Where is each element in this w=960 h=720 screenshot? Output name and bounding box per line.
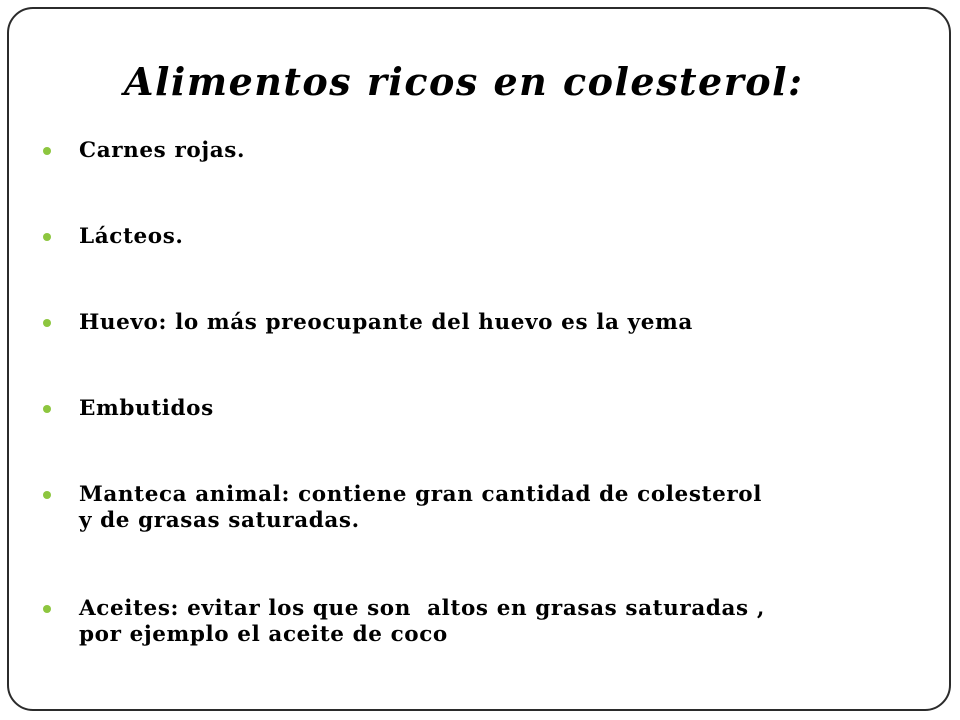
bullet-dot-icon	[43, 233, 51, 241]
list-item-text-continued: por ejemplo el aceite de coco	[79, 622, 448, 647]
slide-frame	[7, 7, 951, 711]
list-item-text: Lácteos.	[79, 224, 184, 249]
bullet-dot-icon	[43, 405, 51, 413]
bullet-dot-icon	[43, 147, 51, 155]
bullet-dot-icon	[43, 605, 51, 613]
list-item-text: Huevo: lo más preocupante del huevo es la yema	[79, 310, 693, 335]
list-item-text: Aceites: evitar los que son altos en grasas saturadas ,	[79, 596, 765, 621]
list-item-text: Manteca animal: contiene gran cantidad de colesterol	[79, 482, 762, 507]
bullet-dot-icon	[43, 319, 51, 327]
list-item-text: Carnes rojas.	[79, 138, 246, 163]
bullet-dot-icon	[43, 491, 51, 499]
bullet-list	[9, 9, 949, 709]
slide-title: Alimentos ricos en colesterol:	[124, 59, 804, 104]
list-item-text-continued: y de grasas saturadas.	[79, 508, 360, 533]
list-item-text: Embutidos	[79, 396, 214, 421]
